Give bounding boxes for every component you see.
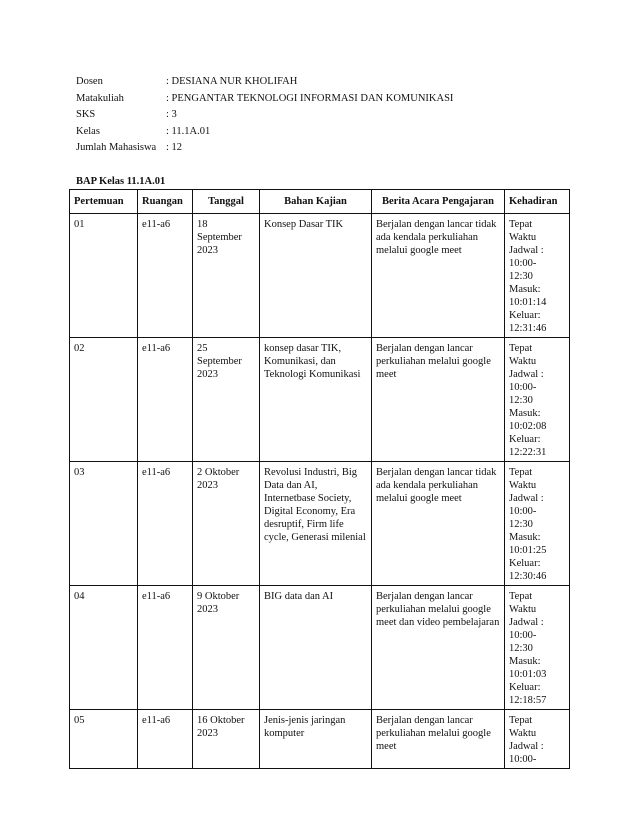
info-label: Kelas (76, 125, 100, 137)
info-value: : 12 (166, 142, 183, 153)
kehadiran-line: 10:01:14 (509, 297, 547, 308)
table-row (70, 338, 570, 462)
kehadiran-line: 12:31:46 (509, 323, 547, 334)
kehadiran-line: Tepat (509, 591, 533, 602)
cell-kehadiran (505, 462, 570, 586)
kehadiran-line: Jadwal : (509, 245, 544, 256)
kehadiran-line: Jadwal : (509, 369, 544, 380)
table-row (70, 710, 570, 769)
kehadiran-line: Keluar: (509, 682, 541, 693)
kehadiran-line: 12:22:31 (509, 447, 547, 458)
kehadiran-line: Masuk: (509, 656, 541, 667)
kehadiran-line: Masuk: (509, 532, 541, 543)
kehadiran-line: Jadwal : (509, 493, 544, 504)
info-row (76, 91, 453, 108)
kehadiran-line: Tepat (509, 467, 533, 478)
header-berita-acara: Berita Acara Pengajaran (372, 190, 505, 214)
section-title: BAP Kelas 11.1A.01 (76, 176, 166, 187)
header-ruangan: Ruangan (138, 190, 193, 214)
cell-bahan-kajian: Revolusi Industri, Big Data dan AI, Internetbase Society, Digital Economy, Era desruptif, Firm life cycle, Generasi milenial (260, 462, 372, 586)
kehadiran-line: Keluar: (509, 310, 541, 321)
cell-berita-acara: Berjalan dengan lancar perkuliahan melalui google meet dan video pembelajaran (372, 586, 505, 710)
info-row (76, 107, 453, 124)
table-header-row (70, 190, 570, 214)
cell-bahan-kajian: Konsep Dasar TIK (260, 214, 372, 338)
kehadiran-line: Waktu (509, 728, 537, 739)
header-tanggal: Tanggal (193, 190, 260, 214)
cell-tanggal: 16 Oktober 2023 (193, 710, 260, 769)
cell-pertemuan: 02 (70, 338, 138, 462)
cell-pertemuan: 03 (70, 462, 138, 586)
info-value: : DESIANA NUR KHOLIFAH (166, 76, 298, 87)
kehadiran-line: Tepat (509, 343, 533, 354)
table-row (70, 462, 570, 586)
header-bahan-kajian: Bahan Kajian (260, 190, 372, 214)
kehadiran-line: 10:02:08 (509, 421, 547, 432)
kehadiran-line: Tepat (509, 219, 533, 230)
kehadiran-line: 12:18:57 (509, 695, 547, 706)
cell-pertemuan: 01 (70, 214, 138, 338)
info-label: Matakuliah (76, 92, 124, 104)
kehadiran-line: 10:00- (509, 630, 537, 641)
cell-pertemuan: 04 (70, 586, 138, 710)
kehadiran-line: 10:00- (509, 382, 537, 393)
table-row (70, 214, 570, 338)
cell-tanggal: 9 Oktober 2023 (193, 586, 260, 710)
header-pertemuan: Pertemuan (70, 190, 138, 214)
kehadiran-line: Masuk: (509, 408, 541, 419)
info-row (76, 74, 453, 91)
cell-kehadiran (505, 710, 570, 769)
kehadiran-line: 10:01:03 (509, 669, 547, 680)
cell-tanggal: 25 September 2023 (193, 338, 260, 462)
info-label: Dosen (76, 76, 103, 87)
cell-ruangan: e11-a6 (138, 338, 193, 462)
kehadiran-line: Keluar: (509, 558, 541, 569)
cell-berita-acara: Berjalan dengan lancar perkuliahan melalui google meet (372, 338, 505, 462)
cell-kehadiran (505, 586, 570, 710)
cell-kehadiran (505, 214, 570, 338)
kehadiran-line: 12:30:46 (509, 571, 547, 582)
table-row (70, 586, 570, 710)
info-label: SKS (76, 109, 96, 120)
kehadiran-line: 12:30 (509, 519, 533, 530)
info-value: : 3 (166, 109, 177, 120)
kehadiran-line: Waktu (509, 480, 537, 491)
kehadiran-line: Jadwal : (509, 617, 544, 628)
info-label: Jumlah Mahasiswa (76, 142, 157, 153)
cell-bahan-kajian: konsep dasar TIK, Komunikasi, dan Teknologi Komunikasi (260, 338, 372, 462)
header-kehadiran: Kehadiran (505, 190, 570, 214)
cell-tanggal: 18 September 2023 (193, 214, 260, 338)
kehadiran-line: Waktu (509, 604, 537, 615)
kehadiran-line: 12:30 (509, 271, 533, 282)
kehadiran-line: 12:30 (509, 395, 533, 406)
cell-berita-acara: Berjalan dengan lancar tidak ada kendala perkuliahan melalui google meet (372, 214, 505, 338)
cell-pertemuan: 05 (70, 710, 138, 769)
kehadiran-line: Masuk: (509, 284, 541, 295)
info-row (76, 124, 453, 141)
kehadiran-line: Jadwal : (509, 741, 544, 752)
kehadiran-line: 10:01:25 (509, 545, 547, 556)
kehadiran-line: Waktu (509, 356, 537, 367)
info-row (76, 140, 453, 157)
kehadiran-line: Tepat (509, 715, 533, 726)
cell-ruangan: e11-a6 (138, 214, 193, 338)
kehadiran-line: Keluar: (509, 434, 541, 445)
cell-ruangan: e11-a6 (138, 462, 193, 586)
cell-bahan-kajian: Jenis-jenis jaringan komputer (260, 710, 372, 769)
bap-table (69, 189, 570, 769)
cell-ruangan: e11-a6 (138, 710, 193, 769)
kehadiran-line: 10:00- (509, 506, 537, 517)
kehadiran-line: Waktu (509, 232, 537, 243)
course-info (76, 74, 453, 157)
cell-kehadiran (505, 338, 570, 462)
kehadiran-line: 10:00- (509, 754, 537, 765)
kehadiran-line: 12:30 (509, 643, 533, 654)
info-value: : 11.1A.01 (166, 125, 211, 137)
cell-berita-acara: Berjalan dengan lancar tidak ada kendala perkuliahan melalui google meet (372, 462, 505, 586)
kehadiran-line: 10:00- (509, 258, 537, 269)
cell-ruangan: e11-a6 (138, 586, 193, 710)
cell-bahan-kajian: BIG data dan AI (260, 586, 372, 710)
cell-berita-acara: Berjalan dengan lancar perkuliahan melalui google meet (372, 710, 505, 769)
info-value: : PENGANTAR TEKNOLOGI INFORMASI DAN KOMUNIKASI (166, 92, 454, 104)
cell-tanggal: 2 Oktober 2023 (193, 462, 260, 586)
